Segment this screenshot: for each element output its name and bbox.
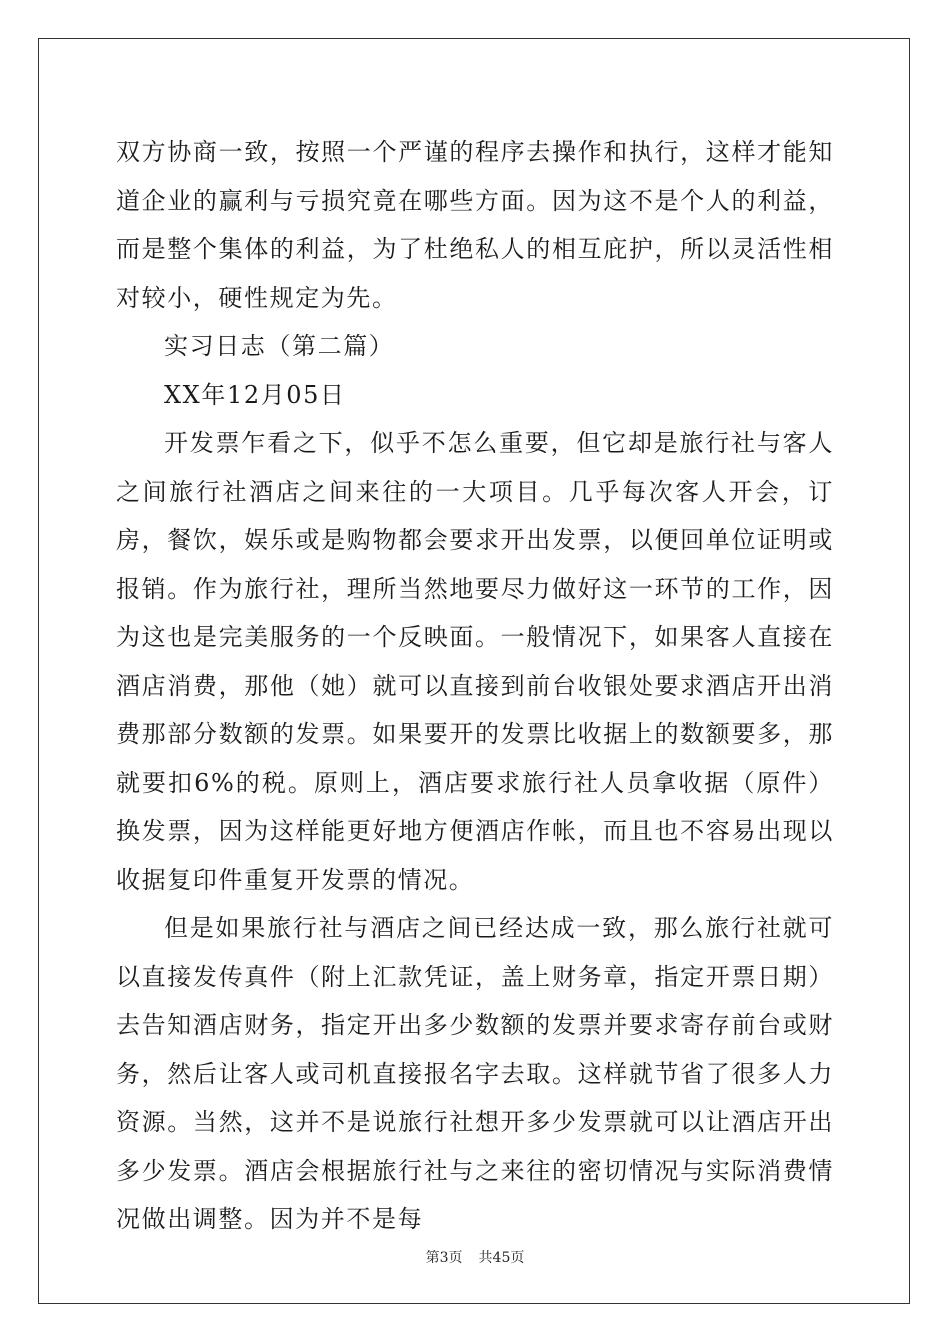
page-number: 第3页 — [425, 1250, 463, 1266]
document-body — [116, 128, 834, 1244]
paragraph-agreement: 但是如果旅行社与酒店之间已经达成一致，那么旅行社就可以直接发传真件（附上汇款凭证，盖上财务章，指定开票日期）去告知酒店财务，指定开出多少数额的发票并要求寄存前台或财务，然后让客人或司机直接报名字去取。这样就节省了很多人力资源。当然，这并不是说旅行社想开多少发票就可以让酒店开出多少发票。酒店会根据旅行社与之来往的密切情况与实际消费情况做出调整。因为并不是每 — [116, 914, 834, 1233]
paragraph-continuation: 双方协商一致，按照一个严谨的程序去操作和执行，这样才能知道企业的赢利与亏损究竟在哪些方面。因为这不是个人的利益，而是整个集体的利益，为了杜绝私人的相互庇护，所以灵活性相对较小，硬性规定为先。 — [116, 138, 834, 312]
log-date: XX年12月05日 — [164, 380, 346, 409]
page-footer — [0, 1247, 950, 1267]
total-pages: 共45页 — [478, 1250, 525, 1266]
paragraph-invoice: 开发票乍看之下，似乎不怎么重要，但它却是旅行社与客人之间旅行社酒店之间来往的一大项目。几乎每次客人开会，订房，餐饮，娱乐或是购物都会要求开出发票，以便回单位证明或报销。作为旅行社，理所当然地要尽力做好这一环节的工作，因为这也是完美服务的一个反映面。一般情况下，如果客人直接在酒店消费，那他（她）就可以直接到前台收银处要求酒店开出消费那部分数额的发票。如果要开的发票比收据上的数额要多，那就要扣6%的税。原则上，酒店要求旅行社人员拿收据（原件）换发票，因为这样能更好地方便酒店作帐，而且也不容易出现以收据复印件重复开发票的情况。 — [116, 429, 834, 894]
section-heading: 实习日志（第二篇） — [164, 332, 395, 360]
